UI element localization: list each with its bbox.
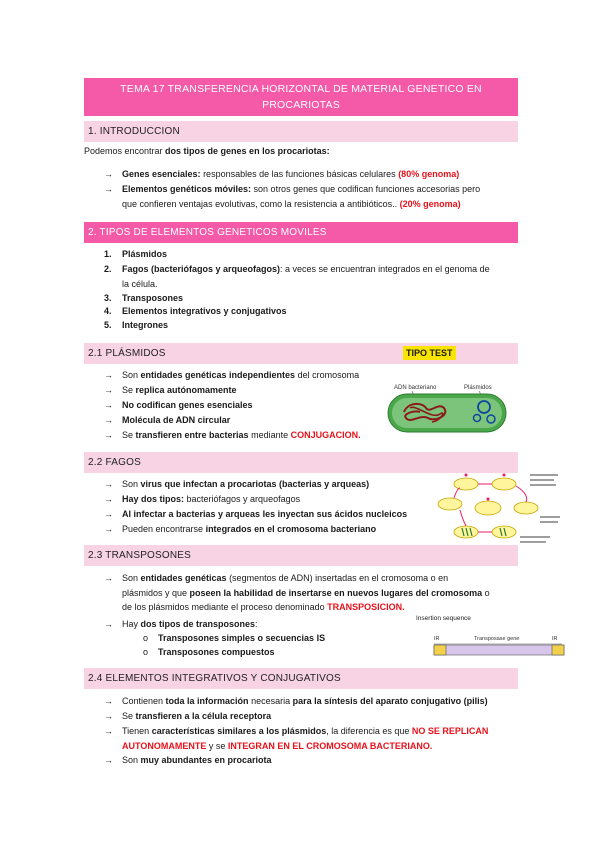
arrow-icon: → [104,415,113,425]
arrow-icon: → [104,494,113,504]
sub-list-item: Transposones compuestos [158,647,275,657]
list-item: Se transfieren a la célula receptora [122,711,272,721]
arrow-icon: → [104,370,113,380]
section-heading-tipos: 2. TIPOS DE ELEMENTOS GENETICOS MOVILES [84,222,518,243]
list-item: Pueden encontrarse integrados en el cromosoma bacteriano [122,524,377,534]
list-number: 5. [104,320,112,330]
intro-paragraph: Podemos encontrar dos tipos de genes en los procariotas: [84,146,330,156]
arrow-icon: → [104,711,113,721]
list-item: Son entidades genéticas (segmentos de ADN) insertadas en el cromosoma o en plásmidos y que poseen la habilidad de insertarse en nuevos lugares del cromosoma o de los plásmidos mediante el proceso denominado TRANSPOSICION. [122,573,490,612]
arrow-icon: → [104,400,113,410]
svg-text:IR: IR [552,636,558,642]
arrow-icon: → [104,573,113,583]
sub-list-item: Transposones simples o secuencias IS [158,633,326,643]
list-item: Integrones [122,320,169,330]
svg-text:Transposase gene: Transposase gene [474,636,520,642]
list-item: Elementos integrativos y conjugativos [122,306,287,316]
svg-text:ADN bacteriano: ADN bacteriano [394,385,437,391]
arrow-icon: → [104,385,113,395]
arrow-icon: → [104,619,113,629]
list-item: Son entidades genéticas independientes del cromosoma [122,370,360,380]
bullet-icon: o [143,647,149,657]
arrow-icon: → [104,509,113,519]
bullet-icon: o [143,633,149,643]
arrow-icon: → [104,755,113,765]
arrow-icon: → [104,169,113,179]
list-item: Elementos genéticos móviles: son otros genes que codifican funciones accesorias pero que confieren ventajas evolutivas, como la resistencia a antibióticos.. (20% genoma) [122,184,481,209]
bacterium-plasmid-figure [384,380,510,436]
list-item: Son virus que infectan a procariotas (bacterias y arqueas) [122,479,370,489]
arrow-icon: → [104,184,113,194]
list-item: Contienen toda la información necesaria para la síntesis del aparato conjugativo (pilis) [122,696,488,706]
svg-text:IR: IR [434,636,440,642]
tipo-test-badge: TIPO TEST [403,346,456,360]
list-number: 2. [104,264,112,274]
list-item: Molécula de ADN circular [122,415,231,425]
list-item: Fagos (bacteriófagos y arqueofagos): a veces se encuentran integrados en el genoma de la célula. [122,264,490,289]
phage-cycle-figure [430,470,562,548]
list-item: Se replica autónomamente [122,385,237,395]
list-number: 4. [104,306,112,316]
section-heading-fagos: 2.2 FAGOS [84,452,518,473]
svg-text:Plásmidos: Plásmidos [464,385,492,391]
list-item: No codifican genes esenciales [122,400,253,410]
list-number: 3. [104,293,112,303]
svg-text:Insertion sequence: Insertion sequence [416,615,471,622]
arrow-icon: → [104,696,113,706]
list-item: Hay dos tipos de transposones: [122,619,258,629]
list-item: Al infectar a bacterias y arqueas les inyectan sus ácidos nucleicos [122,509,408,519]
list-item: Transposones [122,293,184,303]
list-item: Son muy abundantes en procariota [122,755,272,765]
section-heading-transposones: 2.3 TRANSPOSONES [84,545,518,566]
document-title: TEMA 17 TRANSFERENCIA HORIZONTAL DE MATERIAL GENETICO EN PROCARIOTAS [84,78,518,116]
list-item: Se transfieren entre bacterias mediante CONJUGACION. [122,430,361,440]
insertion-sequence-figure [412,612,570,660]
list-item: Hay dos tipos: bacteriófagos y arqueofagos [122,494,301,504]
arrow-icon: → [104,726,113,736]
section-heading-plasmidos: 2.1 PLÁSMIDOS [84,343,518,364]
arrow-icon: → [104,430,113,440]
section-heading-introduccion: 1. INTRODUCCION [84,121,518,142]
list-item: Genes esenciales: responsables de las funciones básicas celulares (80% genoma) [122,169,460,179]
section-heading-elementos-integrativos: 2.4 ELEMENTOS INTEGRATIVOS Y CONJUGATIVOS [84,668,518,689]
list-number: 1. [104,249,112,259]
list-item: Plásmidos [122,249,168,259]
list-item: Tienen características similares a los plásmidos, la diferencia es que NO SE REPLICAN AUTONOMAMENTE y se INTEGRAN EN EL CROMOSOMA BACTERIANO. [122,726,489,751]
arrow-icon: → [104,479,113,489]
arrow-icon: → [104,524,113,534]
